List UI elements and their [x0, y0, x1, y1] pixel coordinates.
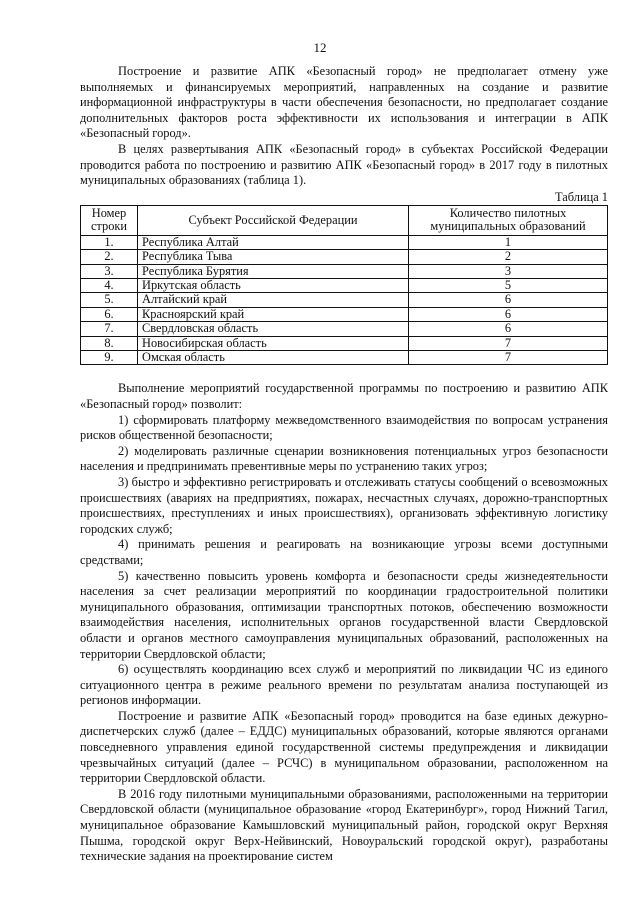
- paragraph: В 2016 году пилотными муниципальными образованиями, расположенными на территории Свердловской области (муниципальное образование «город Екатеринбург», город Нижний Тагил, муниципальное образование Камышловский муниципальный район, городской округ Верхняя Пышма, городской округ Верх-Нейвинский, Новоуральский городской округ), разработаны технические задания на проектирование систем: [80, 786, 608, 864]
- paragraph: Построение и развитие АПК «Безопасный город» не предполагает отмену уже выполняемых и финансируемых мероприятий, направленных на создание и развитие информационной инфраструктуры в части обеспечения безопасности, но предполагает создание дополнительных факторов роста эффективности их использования и интеграции в АПК «Безопасный город».: [80, 64, 608, 141]
- header-row-number: Номер строки: [81, 205, 138, 235]
- table-body: [81, 235, 608, 365]
- cell-row-number: 4.: [81, 278, 138, 292]
- cell-row-number: 5.: [81, 293, 138, 307]
- list-item: 2) моделировать различные сценарии возникновения потенциальных угроз безопасности населения и предпринимать превентивные меры по устранению таких угроз;: [80, 443, 608, 474]
- paragraph: Построение и развитие АПК «Безопасный город» проводится на базе единых дежурно-диспетчерских служб (далее – ЕДДС) муниципальных образований, которые являются органами повседневного управления единой государственной системы предупреждения и ликвидации чрезвычайных ситуаций (далее – РСЧС) в муниципальном образовании, расположенном на территории Свердловской области.: [80, 708, 608, 786]
- table-row: [81, 250, 608, 264]
- table-row: [81, 322, 608, 336]
- cell-row-number: 1.: [81, 235, 138, 249]
- table-row: [81, 235, 608, 249]
- list-item: 5) качественно повысить уровень комфорта и безопасности среды жизнедеятельности населения за счет реализации мероприятий по координации градостроительной политики муниципального образования, оптимизации транспортных потоков, обеспечению возможности взаимодействия населения, исполнительных органов государственной власти Свердловской области и органов местного самоуправления муниципальных образований, расположенных на территории Свердловской области;: [80, 568, 608, 661]
- cell-subject: Омская область: [138, 351, 409, 365]
- cell-row-number: 2.: [81, 250, 138, 264]
- cell-count: 2: [409, 250, 608, 264]
- cell-count: 7: [409, 336, 608, 350]
- cell-count: 6: [409, 307, 608, 321]
- table-row: [81, 264, 608, 278]
- cell-row-number: 6.: [81, 307, 138, 321]
- cell-subject: Красноярский край: [138, 307, 409, 321]
- cell-subject: Алтайский край: [138, 293, 409, 307]
- cell-subject: Республика Бурятия: [138, 264, 409, 278]
- document-body: [80, 64, 608, 865]
- pilot-municipalities-table: [80, 205, 608, 366]
- table-row: [81, 307, 608, 321]
- table-row: [81, 293, 608, 307]
- list-item: 3) быстро и эффективно регистрировать и отслеживать статусы сообщений о всевозможных происшествиях (авариях на предприятиях, пожарах, несчастных случаях, дорожно-транспортных происшествиях, преступлениях и иных происшествиях), организовать эффективную логистику городских служб;: [80, 474, 608, 536]
- cell-count: 3: [409, 264, 608, 278]
- cell-row-number: 3.: [81, 264, 138, 278]
- paragraph: Выполнение мероприятий государственной программы по построению и развитию АПК «Безопасный город» позволит:: [80, 381, 608, 411]
- page-number: 12: [313, 40, 327, 55]
- cell-count: 6: [409, 322, 608, 336]
- cell-subject: Иркутская область: [138, 278, 409, 292]
- table-caption: Таблица 1: [555, 189, 608, 204]
- cell-row-number: 8.: [81, 336, 138, 350]
- cell-subject: Новосибирская область: [138, 336, 409, 350]
- cell-count: 5: [409, 278, 608, 292]
- cell-subject: Свердловская область: [138, 322, 409, 336]
- list-item: 4) принимать решения и реагировать на возникающие угрозы всеми доступными средствами;: [80, 537, 608, 567]
- paragraph: В целях развертывания АПК «Безопасный город» в субъектах Российской Федерации проводится работа по построению и развитию АПК «Безопасный город» в 2017 году в пилотных муниципальных образованиях (таблица 1).: [80, 141, 608, 188]
- cell-row-number: 9.: [81, 351, 138, 365]
- table-row: [81, 278, 608, 292]
- table-row: [81, 351, 608, 365]
- header-subject: Субъект Российской Федерации: [138, 205, 409, 235]
- cell-row-number: 7.: [81, 322, 138, 336]
- cell-count: 6: [409, 293, 608, 307]
- list-item: 6) осуществлять координацию всех служб и мероприятий по ликвидации ЧС из единого ситуационного центра в режиме реального времени по результатам анализа поступающей из регионов информации.: [80, 662, 608, 708]
- cell-count: 7: [409, 351, 608, 365]
- cell-subject: Республика Алтай: [138, 235, 409, 249]
- table-row: [81, 336, 608, 350]
- cell-count: 1: [409, 235, 608, 249]
- header-count: Количество пилотных муниципальных образований: [409, 205, 608, 235]
- table-header-row: [81, 205, 608, 235]
- list-item: 1) сформировать платформу межведомственного взаимодействия по вопросам устранения рисков общественной безопасности;: [80, 412, 608, 443]
- cell-subject: Республика Тыва: [138, 250, 409, 264]
